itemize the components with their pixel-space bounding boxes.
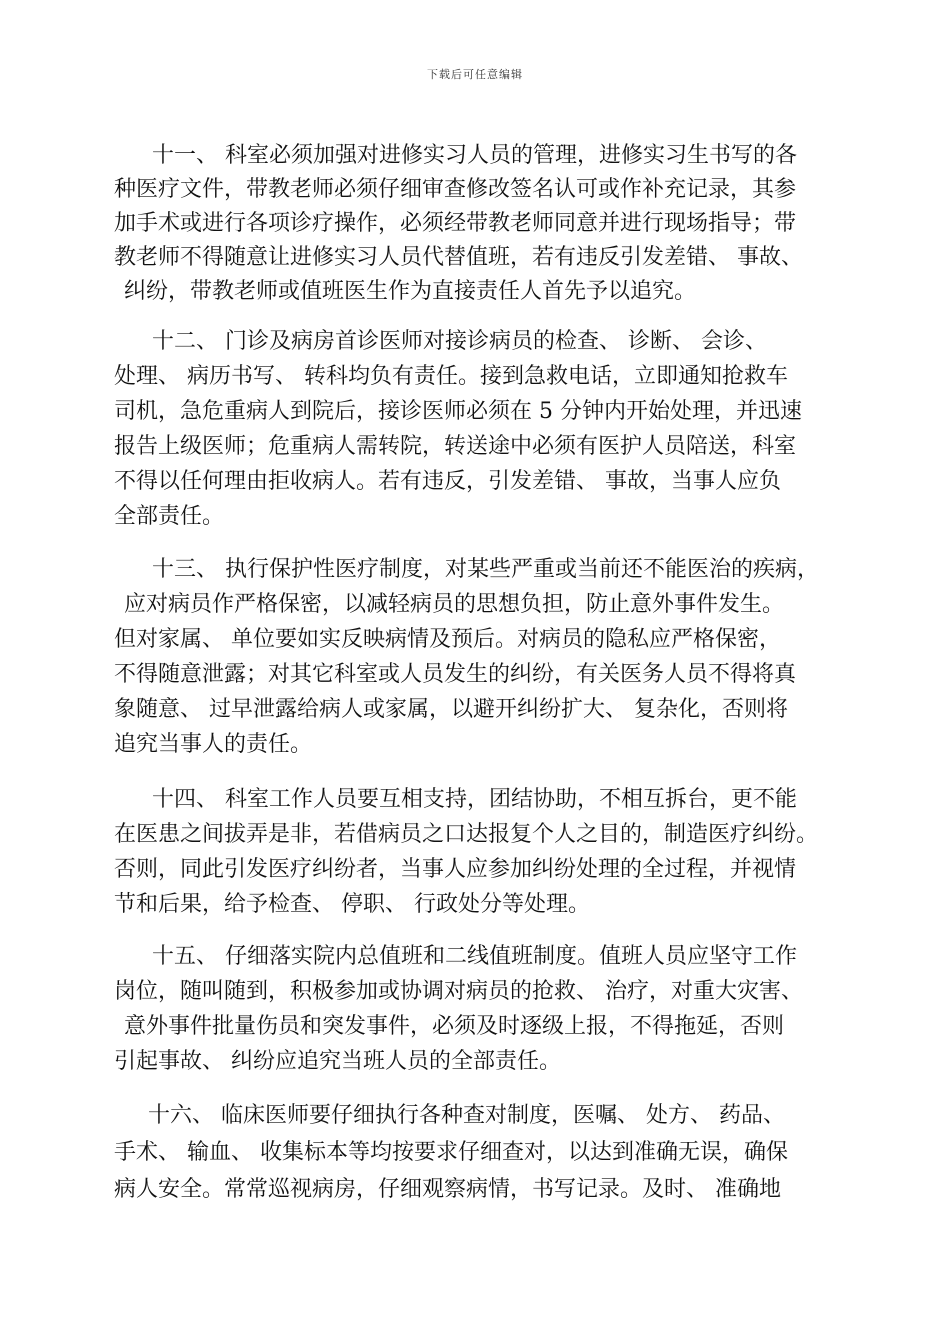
text-line: 全部责任。 bbox=[114, 504, 225, 529]
text-line: 教老师不得随意让进修实习人员代替值班，若有违反引发差错、 事故、 bbox=[114, 245, 803, 270]
text-line: 十五、 仔细落实院内总值班和二线值班制度。值班人员应坚守工作 bbox=[152, 944, 797, 969]
text-line: 意外事件批量伤员和突发事件，必须及时逐级上报，不得拖延，否则 bbox=[124, 1014, 785, 1039]
text-line: 纠纷，带教老师或值班医生作为直接责任人首先予以追究。 bbox=[124, 279, 697, 304]
text-line: 象随意、 过早泄露给病人或家属，以避开纠纷扩大、 复杂化，否则将 bbox=[114, 697, 788, 722]
text-line: 节和后果，给予检查、 停职、 行政处分等处理。 bbox=[114, 892, 590, 917]
page-header: 下载后可任意编辑 bbox=[427, 68, 523, 81]
text-line: 不得随意泄露；对其它科室或人员发生的纠纷，有关医务人员不得将真 bbox=[114, 662, 797, 687]
text-line: 十四、 科室工作人员要互相支持，团结协助，不相互拆台，更不能 bbox=[152, 787, 797, 812]
text-line: 但对家属、 单位要如实反映病情及预后。对病员的隐私应严格保密， bbox=[114, 627, 781, 652]
text-line: 岗位，随叫随到，积极参加或协调对病员的抢救、 治疗，对重大灾害、 bbox=[114, 979, 803, 1004]
text-line: 追究当事人的责任。 bbox=[114, 732, 313, 757]
text-line: 十六、 临床医师要仔细执行各种查对制度，医嘱、 处方、 药品、 bbox=[148, 1103, 785, 1128]
text-line: 十一、 科室必须加强对进修实习人员的管理，进修实习生书写的各 bbox=[152, 143, 797, 168]
text-line: 种医疗文件，带教老师必须仔细审查修改签名认可或作补充记录，其参 bbox=[114, 177, 797, 202]
text-line: 病人安全。常常巡视病房，仔细观察病情，书写记录。及时、 准确地 bbox=[114, 1177, 781, 1202]
text-line: 应对病员作严格保密，以减轻病员的思想负担，防止意外事件发生。 bbox=[124, 592, 785, 617]
text-line: 报告上级医师；危重病人需转院，转送途中必须有医护人员陪送，科室 bbox=[114, 434, 797, 459]
text-line: 不得以任何理由拒收病人。若有违反，引发差错、 事故，当事人应负 bbox=[114, 469, 781, 494]
text-line: 在医患之间拔弄是非，若借病员之口达报复个人之目的，制造医疗纠纷。 bbox=[114, 822, 819, 847]
text-line: 处理、 病历书写、 转科均负有责任。接到急救电话，立即通知抢救车 bbox=[114, 364, 788, 389]
text-line: 引起事故、 纠纷应追究当班人员的全部责任。 bbox=[114, 1049, 561, 1074]
text-line: 十二、 门诊及病房首诊医师对接诊病员的检查、 诊断、 会诊、 bbox=[152, 329, 767, 354]
text-line: 十三、 执行保护性医疗制度，对某些严重或当前还不能医治的疾病， bbox=[152, 557, 819, 582]
text-line: 加手术或进行各项诊疗操作，必须经带教老师同意并进行现场指导；带 bbox=[114, 211, 797, 236]
text-line: 否则，同此引发医疗纠纷者，当事人应参加纠纷处理的全过程，并视情 bbox=[114, 857, 797, 882]
text-line: 司机，急危重病人到院后，接诊医师必须在 5 分钟内开始处理，并迅速 bbox=[114, 399, 802, 424]
text-line: 手术、 输血、 收集标本等均按要求仔细查对，以达到准确无误，确保 bbox=[114, 1140, 788, 1165]
